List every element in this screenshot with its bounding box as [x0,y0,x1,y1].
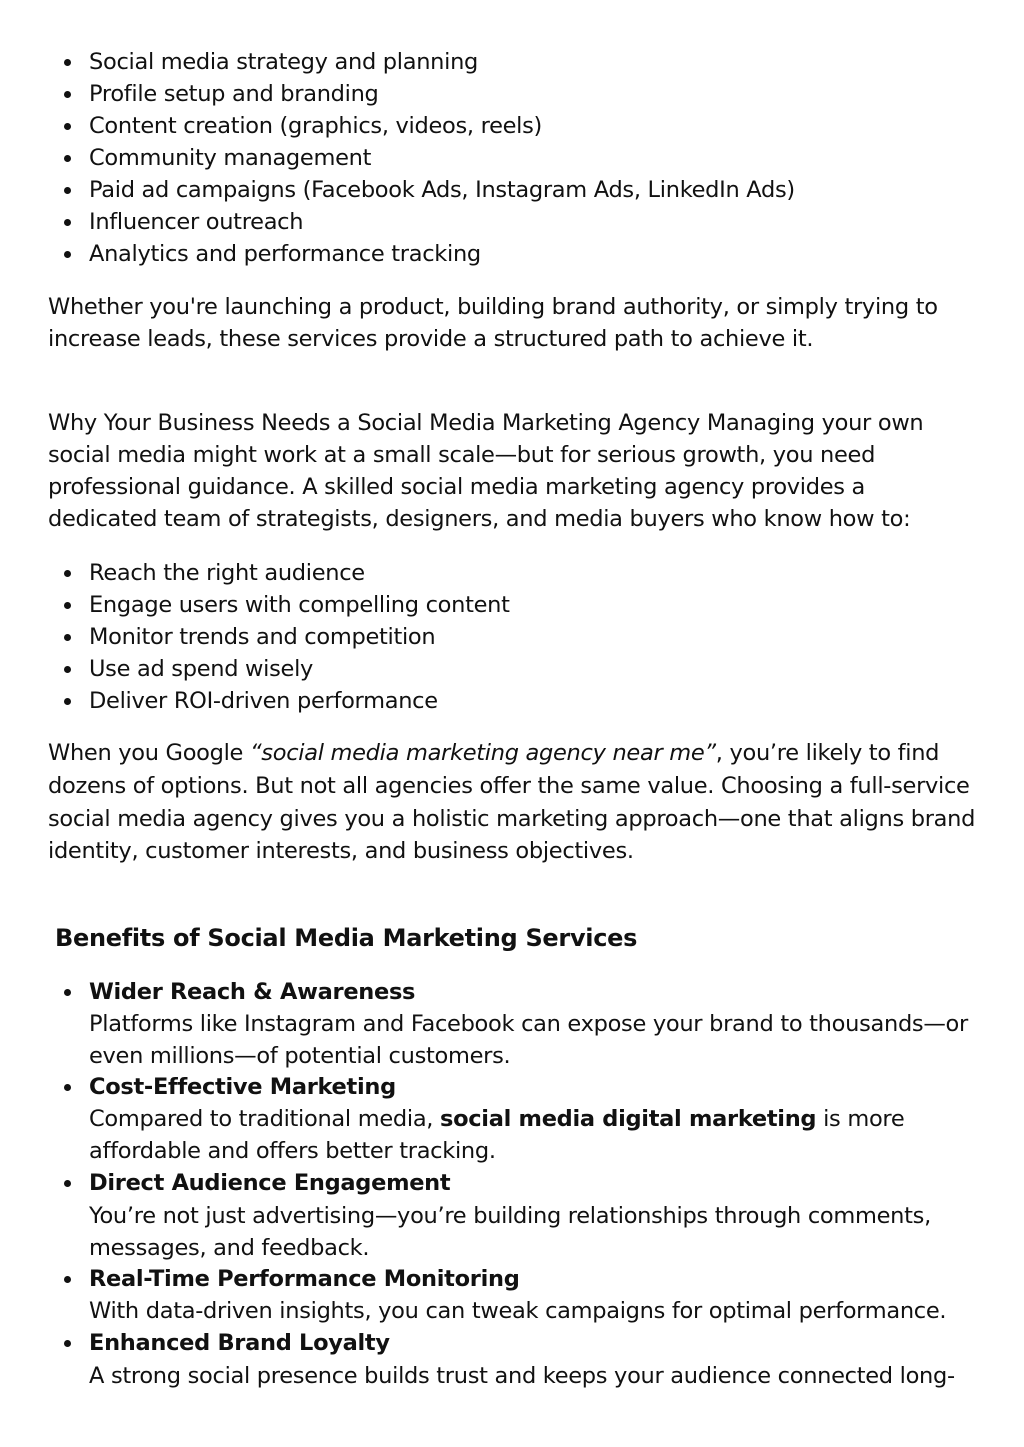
benefit-description: affordable and offers better tracking. [89,1138,496,1164]
paragraph-text: When you Google [48,740,250,766]
list-item: Analytics and performance tracking [89,238,481,270]
benefit-title: Cost-Effective Marketing [89,1071,396,1103]
paragraph-line: dedicated team of strategists, designers, and media buyers who know how to: [48,506,911,532]
benefit-title: Wider Reach & Awareness [89,976,415,1008]
benefit-text: Compared to traditional media, [89,1106,441,1132]
benefit-description [89,1103,904,1135]
list-item: Community management [89,142,371,174]
list-item: Use ad spend wisely [89,653,313,685]
benefit-description: With data-driven insights, you can tweak campaigns for optimal performance. [89,1298,947,1324]
benefits-heading: Benefits of Social Media Marketing Services [55,924,638,952]
list-item: Profile setup and branding [89,78,379,110]
benefit-description: messages, and feedback. [89,1235,370,1261]
benefit-title: Direct Audience Engagement [89,1167,450,1199]
list-item: Deliver ROI-driven performance [89,685,438,717]
paragraph-text: , you’re likely to find [715,740,940,766]
benefit-title: Real-Time Performance Monitoring [89,1263,520,1295]
paragraph-line [48,737,939,769]
list-item: Paid ad campaigns (Facebook Ads, Instagram Ads, LinkedIn Ads) [89,174,795,206]
benefit-text: is more [816,1106,905,1132]
list-item: Social media strategy and planning [89,46,478,78]
paragraph-line: increase leads, these services provide a structured path to achieve it. [48,326,814,352]
paragraph-line: dozens of options. But not all agencies offer the same value. Choosing a full-service [48,773,970,799]
list-item: Engage users with compelling content [89,589,510,621]
paragraph-line: identity, customer interests, and business objectives. [48,838,634,864]
paragraph-line: Whether you're launching a product, building brand authority, or simply trying to [48,294,938,320]
benefit-description: You’re not just advertising—you’re building relationships through comments, [89,1203,931,1229]
search-query-quote: “social media marketing agency near me” [249,740,716,766]
list-item: Influencer outreach [89,206,303,238]
list-item: Content creation (graphics, videos, reels) [89,110,542,142]
paragraph-line: professional guidance. A skilled social media marketing agency provides a [48,474,866,500]
paragraph-line: social media might work at a small scale—but for serious growth, you need [48,442,876,468]
paragraph-line: social media agency gives you a holistic marketing approach—one that aligns brand [48,806,976,832]
keyword-highlight: social media digital marketing [440,1106,817,1132]
paragraph-line: Why Your Business Needs a Social Media Marketing Agency Managing your own [48,410,924,436]
list-item: Monitor trends and competition [89,621,435,653]
benefit-title: Enhanced Brand Loyalty [89,1327,390,1359]
benefit-description: Platforms like Instagram and Facebook can expose your brand to thousands—or [89,1011,968,1037]
benefit-description: A strong social presence builds trust and keeps your audience connected long- [89,1363,955,1389]
benefit-description: even millions—of potential customers. [89,1043,511,1069]
list-item: Reach the right audience [89,557,365,589]
